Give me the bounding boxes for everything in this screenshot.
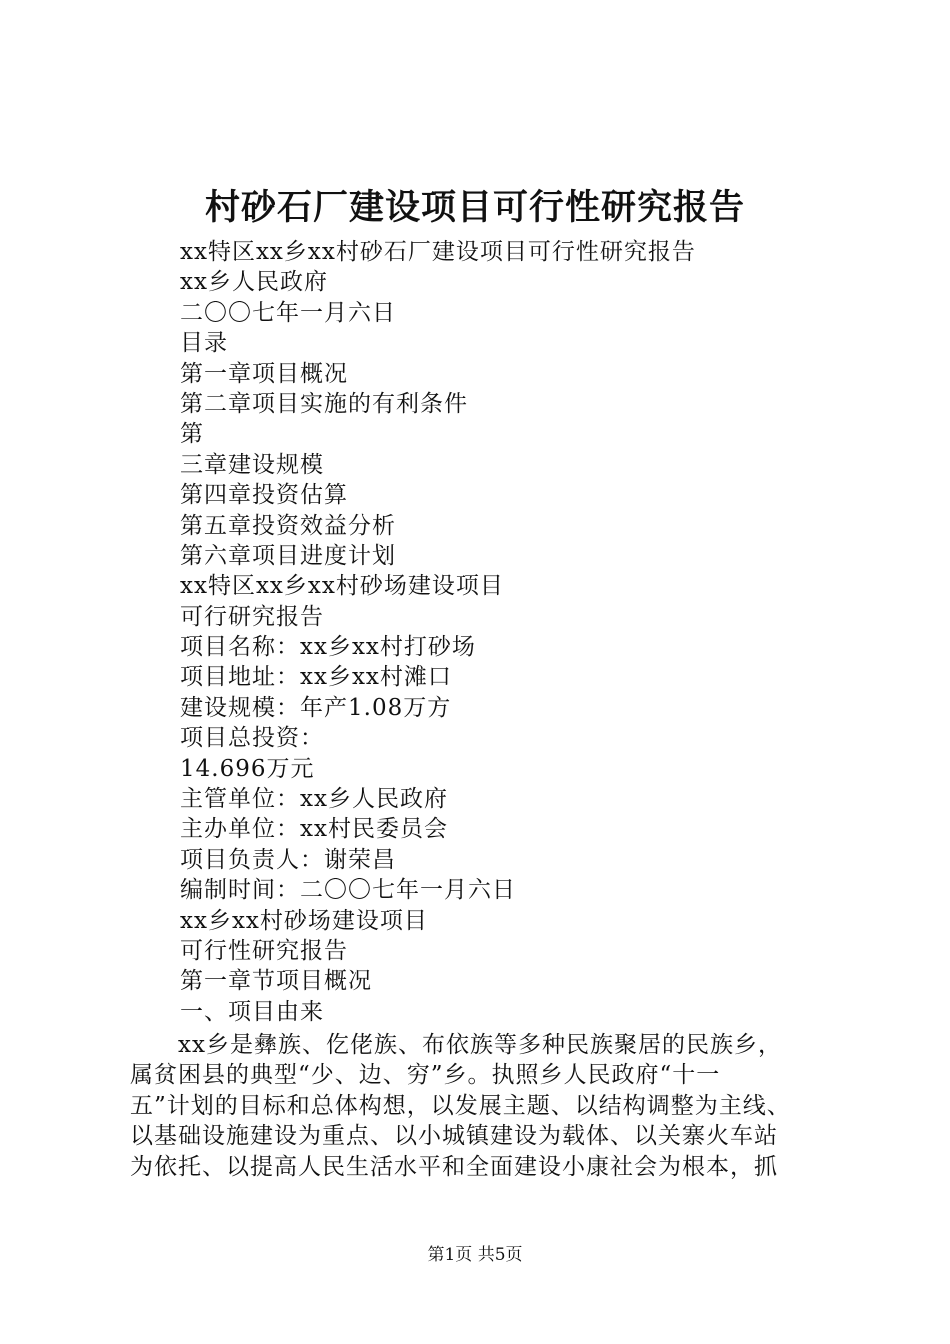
- document-line: 项目地址：xx乡xx村滩口: [180, 664, 452, 691]
- document-line: 项目名称：xx乡xx村打砂场: [180, 634, 476, 661]
- document-line: xx乡人民政府: [180, 269, 328, 296]
- paragraph-line: xx乡是彝族、仡佬族、布依族等多种民族聚居的民族乡，: [178, 1032, 782, 1058]
- document-line: 第五章投资效益分析: [180, 512, 396, 539]
- document-line: xx乡xx村砂场建设项目: [180, 907, 428, 934]
- document-line: 建设规模：年产1.08万方: [180, 694, 452, 721]
- document-line: 一、项目由来: [180, 998, 324, 1025]
- document-title: 村砂石厂建设项目可行性研究报告: [204, 187, 745, 228]
- document-line: 项目负责人：谢荣昌: [180, 846, 396, 873]
- document-line: 第六章项目进度计划: [180, 542, 396, 569]
- document-line: 第二章项目实施的有利条件: [180, 390, 468, 417]
- document-line: xx特区xx乡xx村砂场建设项目: [180, 573, 504, 600]
- document-line: 第一章节项目概况: [180, 968, 372, 995]
- document-line: 第: [180, 421, 204, 448]
- document-line: 可行研究报告: [180, 603, 324, 630]
- document-line: 第四章投资估算: [180, 482, 348, 509]
- document-line: 二〇〇七年一月六日: [180, 299, 396, 326]
- body-paragraph: [130, 1030, 830, 1182]
- paragraph-line: 属贫困县的典型“少、边、穷”乡。执照乡人民政府“十一: [130, 1062, 721, 1089]
- document-line: 主管单位：xx乡人民政府: [180, 786, 448, 813]
- paragraph-line: 以基础设施建设为重点、以小城镇建设为载体、以关寨火车站: [130, 1123, 778, 1150]
- document-line: 第一章项目概况: [180, 360, 348, 387]
- document-lines: [180, 237, 880, 1027]
- document-line: 14.696万元: [180, 755, 315, 782]
- page-footer: 第1页 共5页: [427, 1245, 523, 1265]
- document-line: 项目总投资：: [180, 725, 324, 752]
- document-line: 主办单位：xx村民委员会: [180, 816, 448, 843]
- document-line: xx特区xx乡xx村砂石厂建设项目可行性研究报告: [180, 239, 696, 265]
- document-line: 可行性研究报告: [180, 937, 348, 964]
- document-line: 三章建设规模: [180, 451, 324, 478]
- document-line: 目录: [180, 330, 228, 357]
- paragraph-line: 为依托、以提高人民生活水平和全面建设小康社会为根本，抓: [130, 1153, 778, 1180]
- document-line: 编制时间：二〇〇七年一月六日: [180, 877, 516, 904]
- paragraph-line: 五”计划的目标和总体构想，以发展主题、以结构调整为主线、: [130, 1092, 791, 1119]
